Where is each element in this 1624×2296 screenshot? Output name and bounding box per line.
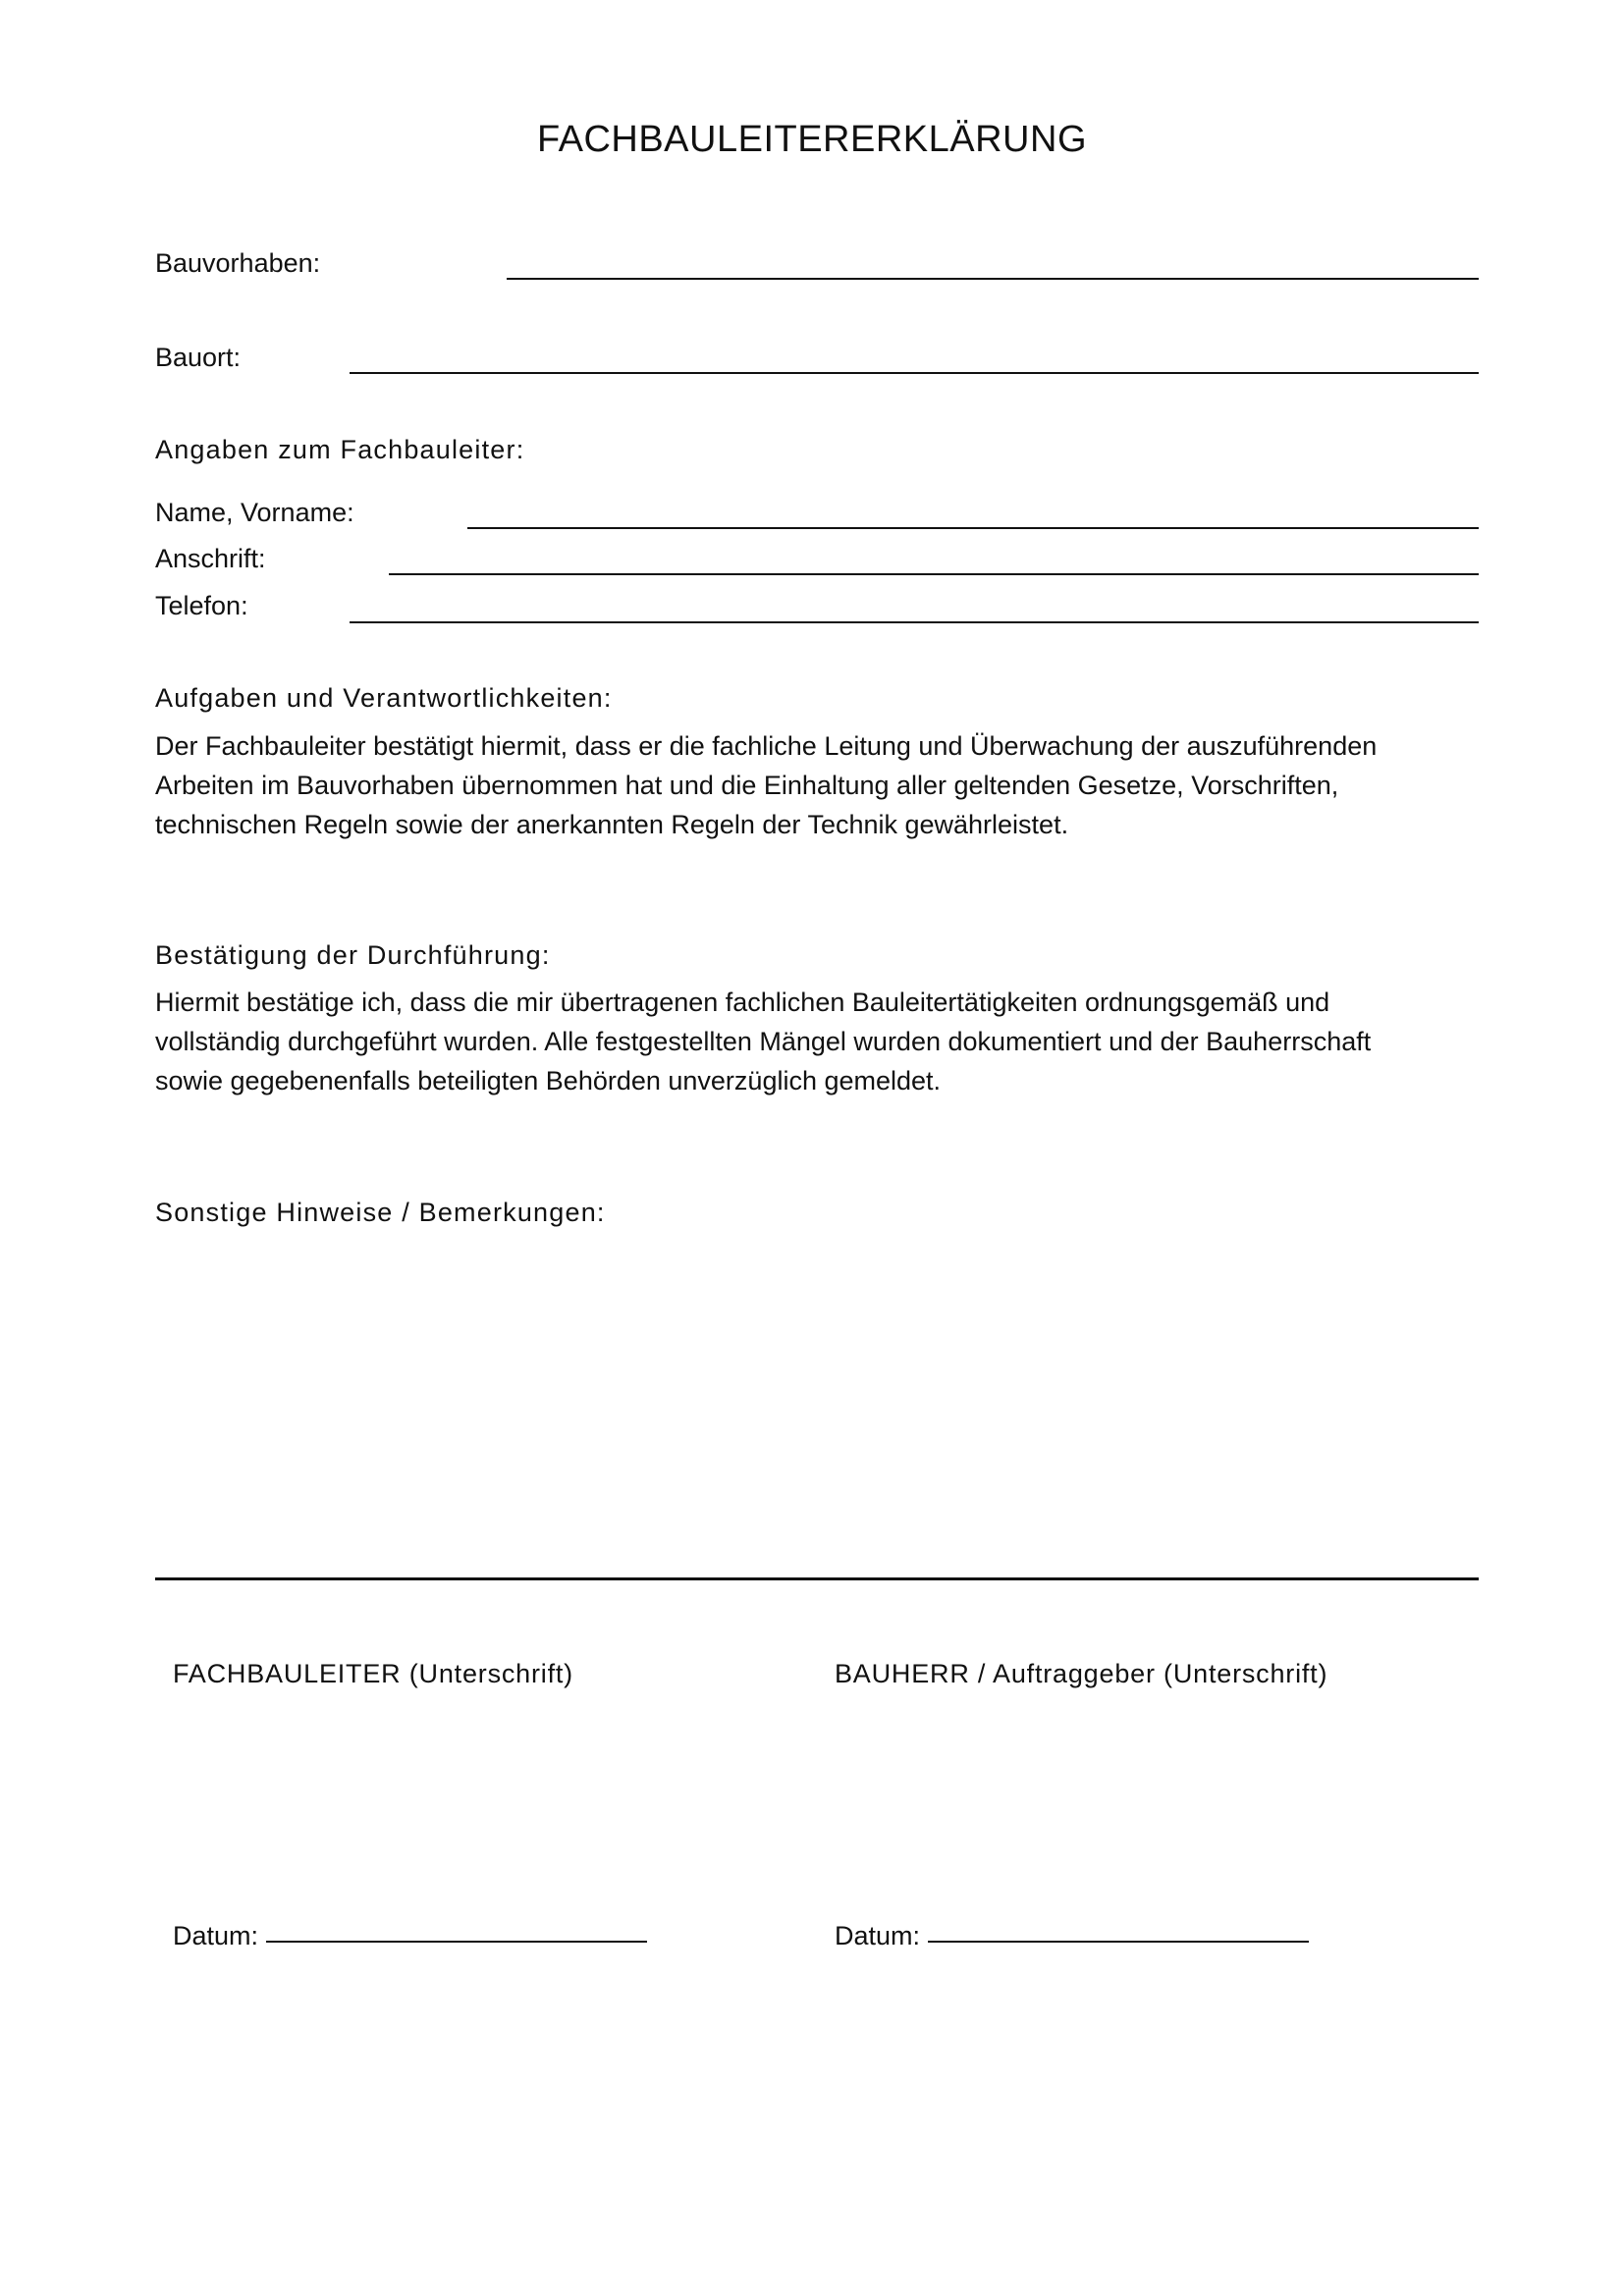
datum-left-label: Datum: (173, 1921, 259, 1950)
hinweise-heading: Sonstige Hinweise / Bemerkungen: (155, 1198, 606, 1227)
datum-left-field[interactable] (266, 1941, 647, 1943)
datum-right-label: Datum: (835, 1921, 921, 1950)
fachbauleiter-heading: Angaben zum Fachbauleiter: (155, 435, 525, 464)
telefon-label: Telefon: (155, 591, 248, 620)
datum-left (173, 1919, 647, 1952)
aufgaben-line: Arbeiten im Bauvorhaben übernommen hat und die Einhaltung aller geltenden Gesetze, Vorschriften, (155, 771, 1339, 800)
anschrift-label: Anschrift: (155, 544, 266, 573)
hinweise-area[interactable] (155, 1242, 1479, 1566)
fachbauleiter-signature-label: FACHBAULEITER (Unterschrift) (173, 1659, 573, 1688)
fachbauleiter-signature-field[interactable] (173, 1698, 762, 1885)
bauvorhaben-label: Bauvorhaben: (155, 248, 321, 278)
aufgaben-heading: Aufgaben und Verantwortlichkeiten: (155, 683, 613, 713)
aufgaben-line: technischen Regeln sowie der anerkannten Regeln der Technik gewährleistet. (155, 810, 1069, 839)
datum-right (835, 1919, 1309, 1952)
bestaetigung-line: Hiermit bestätige ich, dass die mir übertragenen fachlichen Bauleitertätigkeiten ordnungsgemäß und (155, 988, 1330, 1017)
bauvorhaben-field[interactable] (507, 278, 1479, 280)
bauort-field[interactable] (350, 372, 1479, 374)
bestaetigung-line: vollständig durchgeführt wurden. Alle festgestellten Mängel wurden dokumentiert und der Bauherrschaft (155, 1027, 1372, 1056)
bauherr-signature-label: BAUHERR / Auftraggeber (Unterschrift) (835, 1659, 1328, 1688)
bestaetigung-paragraph (155, 983, 1490, 1100)
aufgaben-line: Der Fachbauleiter bestätigt hiermit, dass er die fachliche Leitung und Überwachung der auszuführenden (155, 731, 1378, 761)
telefon-field[interactable] (350, 621, 1479, 623)
name-field[interactable] (467, 527, 1479, 529)
name-label: Name, Vorname: (155, 498, 354, 527)
bestaetigung-line: sowie gegebenenfalls beteiligten Behörden unverzüglich gemeldet. (155, 1066, 942, 1095)
bauort-label: Bauort: (155, 343, 242, 372)
bauherr-signature-field[interactable] (835, 1698, 1424, 1885)
hinweise-bottom-rule (155, 1577, 1479, 1580)
bestaetigung-heading: Bestätigung der Durchführung: (155, 940, 551, 970)
aufgaben-paragraph (155, 726, 1490, 844)
anschrift-field[interactable] (389, 573, 1479, 575)
page-title: FACHBAULEITERERKLÄRUNG (536, 119, 1087, 160)
datum-right-field[interactable] (928, 1941, 1309, 1943)
